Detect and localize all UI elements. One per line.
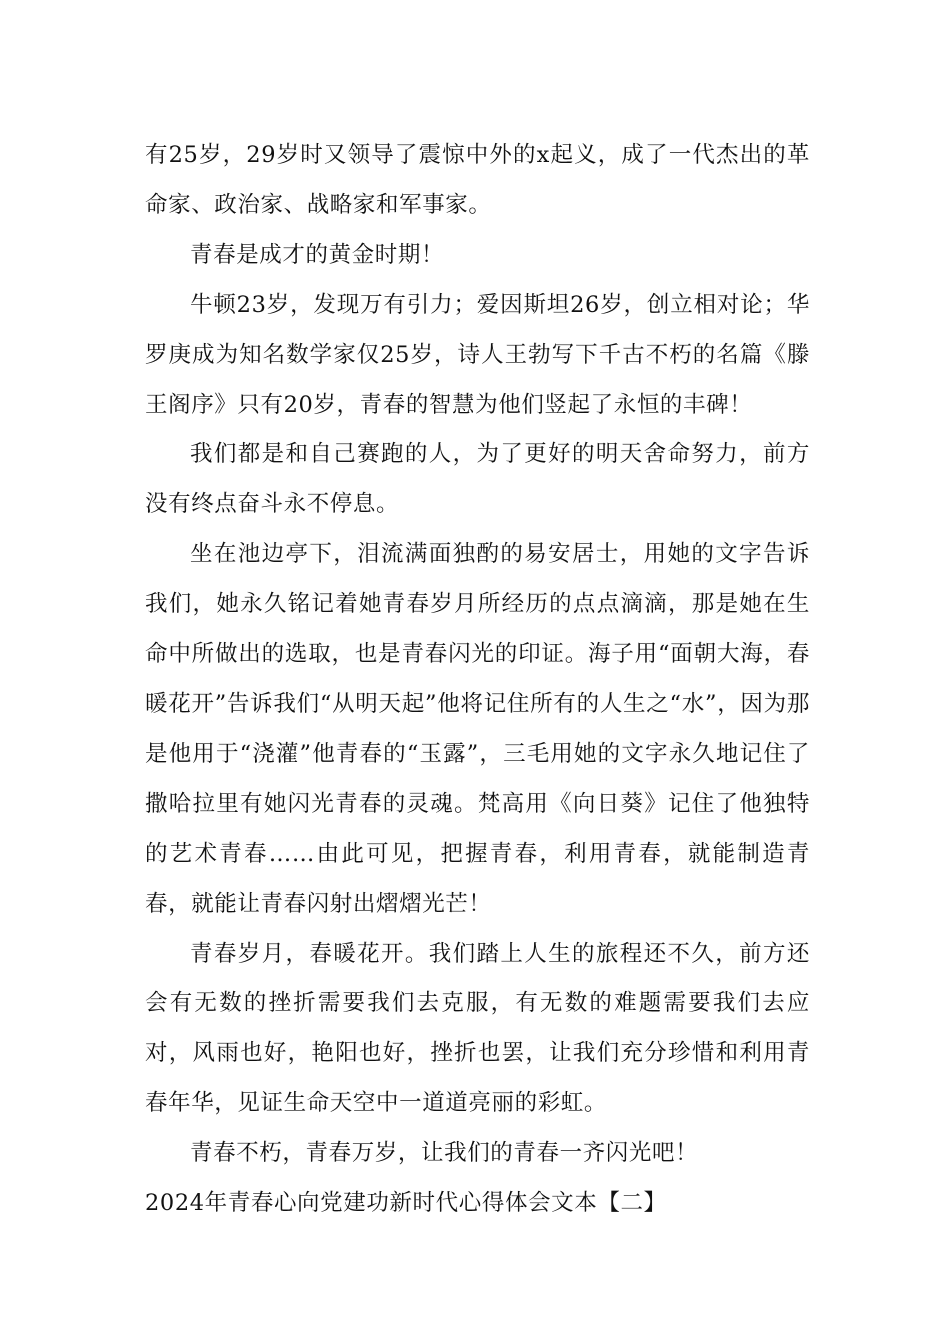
document-body (145, 131, 810, 1229)
paragraph-closing-call: 青春不朽，青春万岁，让我们的青春一齐闪光吧！ (190, 1140, 699, 1167)
paragraph-youth-golden-period: 青春是成才的黄金时期！ (190, 241, 445, 268)
paragraph-continued: 有25岁，29岁时又领导了震惊中外的x起义，成了一代杰出的革命家、政治家、战略家和军事家。 (145, 142, 810, 218)
paragraph-youth-years: 青春岁月，春暖花开。我们踏上人生的旅程还不久，前方还会有无数的挫折需要我们去克服，有无数的难题需要我们去应对，风雨也好，艳阳也好，挫折也罢，让我们充分珍惜和利用青春年华，见证生命天空中一道道亮丽的彩虹。 (145, 940, 810, 1117)
paragraph-racing-ourselves: 我们都是和自己赛跑的人，为了更好的明天舍命努力，前方没有终点奋斗永不停息。 (145, 441, 810, 518)
section-heading: 2024年青春心向党建功新时代心得体会文本【二】 (145, 1190, 667, 1217)
paragraph-famous-achievers: 牛顿23岁，发现万有引力；爱因斯坦26岁，创立相对论；华罗庚成为知名数学家仅25岁，诗人王勃写下千古不朽的名篇《滕王阁序》只有20岁，青春的智慧为他们竖起了永恒的丰碑！ (145, 291, 810, 418)
paragraph-literary-examples: 坐在池边亭下，泪流满面独酌的易安居士，用她的文字告诉我们，她永久铭记着她青春岁月所经历的点点滴滴，那是她在生命中所做出的选取，也是青春闪光的印证。海子用“面朝大海，春暖花开”告诉我们“从明天起”他将记住所有的人生之“水”，因为那是他用于“浇灌”他青春的“玉露”，三毛用她的文字永久地记住了撒哈拉里有她闪光青春的灵魂。梵高用《向日葵》记住了他独特的艺术青春……由此可见，把握青春，利用青春，就能制造青春，就能让青春闪射出熠熠光芒！ (145, 541, 810, 917)
